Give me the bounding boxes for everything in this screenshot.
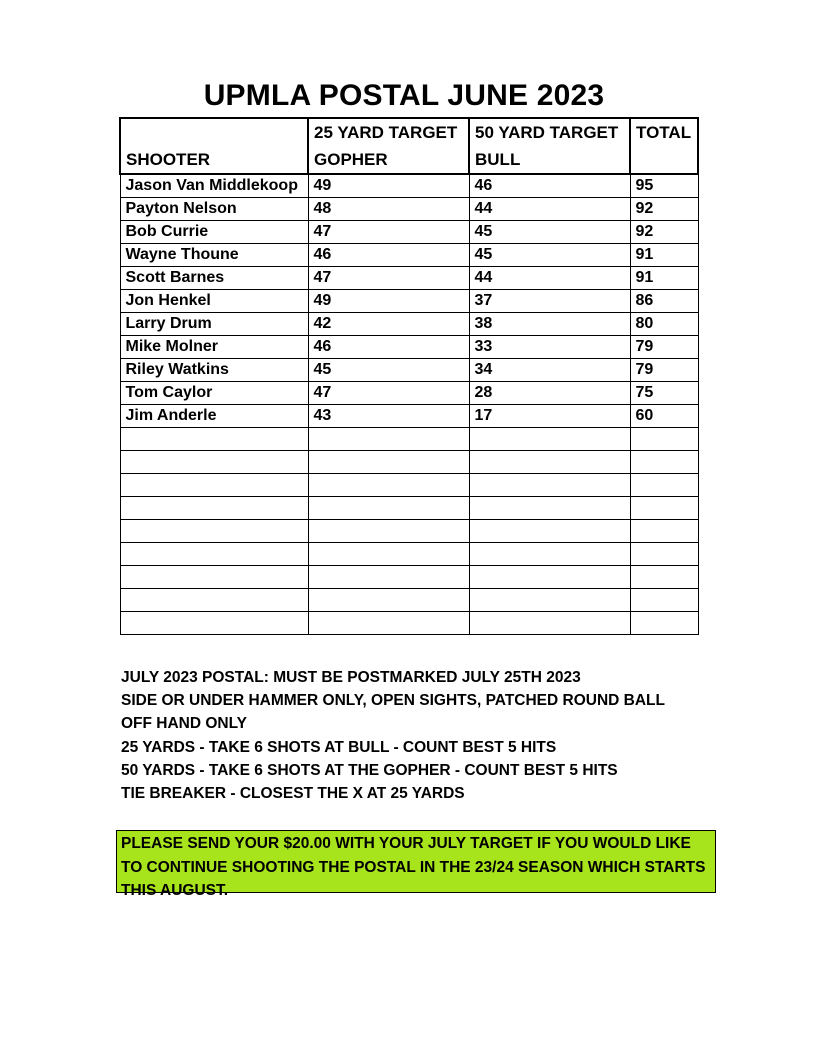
cell-shooter <box>120 520 308 543</box>
cell-total: 86 <box>630 290 698 313</box>
table-row <box>120 313 698 336</box>
table-row <box>120 267 698 290</box>
cell-25-yard: 47 <box>308 221 469 244</box>
rules-notes <box>121 666 665 805</box>
cell-shooter <box>120 589 308 612</box>
cell-shooter <box>120 497 308 520</box>
cell-total <box>630 566 698 589</box>
cell-total <box>630 474 698 497</box>
cell-50-yard <box>469 451 630 474</box>
cell-25-yard <box>308 451 469 474</box>
cell-50-yard: 46 <box>469 174 630 198</box>
cell-total <box>630 451 698 474</box>
cell-shooter <box>120 566 308 589</box>
table-row <box>120 174 698 198</box>
table-row <box>120 382 698 405</box>
cell-shooter: Jon Henkel <box>120 290 308 313</box>
cell-shooter: Larry Drum <box>120 313 308 336</box>
cell-shooter: Riley Watkins <box>120 359 308 382</box>
cell-total <box>630 520 698 543</box>
cell-total <box>630 428 698 451</box>
header-50-yard-line1: 50 YARD TARGET <box>475 123 619 142</box>
table-row <box>120 566 698 589</box>
cell-50-yard <box>469 497 630 520</box>
cell-50-yard: 37 <box>469 290 630 313</box>
cell-50-yard <box>469 520 630 543</box>
notice-line: TO CONTINUE SHOOTING THE POSTAL IN THE 23/24 SEASON WHICH STARTS <box>121 858 706 876</box>
cell-shooter: Jason Van Middlekoop <box>120 174 308 198</box>
cell-25-yard <box>308 497 469 520</box>
note-line: TIE BREAKER - CLOSEST THE X AT 25 YARDS <box>121 785 465 803</box>
cell-total: 80 <box>630 313 698 336</box>
cell-50-yard <box>469 566 630 589</box>
cell-50-yard: 17 <box>469 405 630 428</box>
table-row <box>120 198 698 221</box>
cell-25-yard <box>308 428 469 451</box>
cell-shooter <box>120 451 308 474</box>
cell-shooter <box>120 428 308 451</box>
cell-50-yard <box>469 543 630 566</box>
header-total <box>630 118 698 174</box>
header-25-yard <box>308 118 469 174</box>
cell-25-yard: 48 <box>308 198 469 221</box>
cell-shooter: Payton Nelson <box>120 198 308 221</box>
cell-25-yard: 45 <box>308 359 469 382</box>
cell-shooter: Scott Barnes <box>120 267 308 290</box>
page-title: UPMLA POSTAL JUNE 2023 <box>203 79 605 112</box>
table-row <box>120 336 698 359</box>
cell-shooter: Mike Molner <box>120 336 308 359</box>
cell-50-yard <box>469 612 630 635</box>
header-shooter <box>120 118 308 174</box>
cell-50-yard <box>469 474 630 497</box>
cell-total <box>630 612 698 635</box>
table-row <box>120 290 698 313</box>
cell-50-yard: 38 <box>469 313 630 336</box>
notice-line: PLEASE SEND YOUR $20.00 WITH YOUR JULY TARGET IF YOU WOULD LIKE <box>121 835 691 852</box>
note-line: OFF HAND ONLY <box>121 715 248 733</box>
table-row <box>120 543 698 566</box>
cell-25-yard: 49 <box>308 290 469 313</box>
cell-shooter: Jim Anderle <box>120 405 308 428</box>
header-25-yard-line2: GOPHER <box>314 150 388 169</box>
cell-shooter <box>120 474 308 497</box>
header-50-yard <box>469 118 630 174</box>
cell-shooter <box>120 543 308 566</box>
cell-total: 91 <box>630 267 698 290</box>
cell-50-yard: 33 <box>469 336 630 359</box>
cell-25-yard: 46 <box>308 336 469 359</box>
notice-line: THIS AUGUST. <box>121 882 229 899</box>
cell-25-yard <box>308 474 469 497</box>
cell-25-yard: 49 <box>308 174 469 198</box>
scores-table-body <box>120 174 698 635</box>
cell-total <box>630 589 698 612</box>
cell-25-yard: 42 <box>308 313 469 336</box>
cell-total: 60 <box>630 405 698 428</box>
cell-25-yard <box>308 589 469 612</box>
cell-total: 79 <box>630 359 698 382</box>
cell-total: 79 <box>630 336 698 359</box>
cell-total: 92 <box>630 221 698 244</box>
cell-25-yard <box>308 566 469 589</box>
scores-table <box>119 117 699 635</box>
cell-50-yard <box>469 428 630 451</box>
cell-50-yard: 34 <box>469 359 630 382</box>
cell-25-yard: 47 <box>308 382 469 405</box>
cell-shooter <box>120 612 308 635</box>
note-line: SIDE OR UNDER HAMMER ONLY, OPEN SIGHTS, PATCHED ROUND BALL <box>121 692 665 710</box>
table-row <box>120 497 698 520</box>
table-row <box>120 589 698 612</box>
cell-25-yard: 43 <box>308 405 469 428</box>
header-25-yard-line1: 25 YARD TARGET <box>314 123 458 142</box>
table-row <box>120 474 698 497</box>
table-row <box>120 451 698 474</box>
table-row <box>120 428 698 451</box>
cell-shooter: Wayne Thoune <box>120 244 308 267</box>
note-line: 50 YARDS - TAKE 6 SHOTS AT THE GOPHER - COUNT BEST 5 HITS <box>121 761 618 779</box>
cell-25-yard <box>308 543 469 566</box>
cell-50-yard <box>469 589 630 612</box>
header-50-yard-line2: BULL <box>475 150 521 169</box>
table-row <box>120 359 698 382</box>
cell-50-yard: 28 <box>469 382 630 405</box>
cell-25-yard: 47 <box>308 267 469 290</box>
cell-total: 92 <box>630 198 698 221</box>
cell-25-yard: 46 <box>308 244 469 267</box>
note-line: JULY 2023 POSTAL: MUST BE POSTMARKED JULY 25TH 2023 <box>121 669 581 686</box>
cell-25-yard <box>308 520 469 543</box>
cell-50-yard: 45 <box>469 244 630 267</box>
dues-notice <box>116 830 716 899</box>
table-row <box>120 221 698 244</box>
cell-50-yard: 45 <box>469 221 630 244</box>
note-line: 25 YARDS - TAKE 6 SHOTS AT BULL - COUNT BEST 5 HITS <box>121 738 557 756</box>
cell-total <box>630 543 698 566</box>
table-row <box>120 405 698 428</box>
header-total-label: TOTAL <box>636 123 692 142</box>
cell-total: 95 <box>630 174 698 198</box>
cell-50-yard: 44 <box>469 198 630 221</box>
cell-50-yard: 44 <box>469 267 630 290</box>
table-row <box>120 612 698 635</box>
table-row <box>120 244 698 267</box>
cell-shooter: Tom Caylor <box>120 382 308 405</box>
cell-total: 91 <box>630 244 698 267</box>
cell-shooter: Bob Currie <box>120 221 308 244</box>
table-row <box>120 520 698 543</box>
cell-25-yard <box>308 612 469 635</box>
cell-total: 75 <box>630 382 698 405</box>
table-header-row <box>120 118 698 174</box>
cell-total <box>630 497 698 520</box>
header-shooter-label: SHOOTER <box>126 150 211 169</box>
